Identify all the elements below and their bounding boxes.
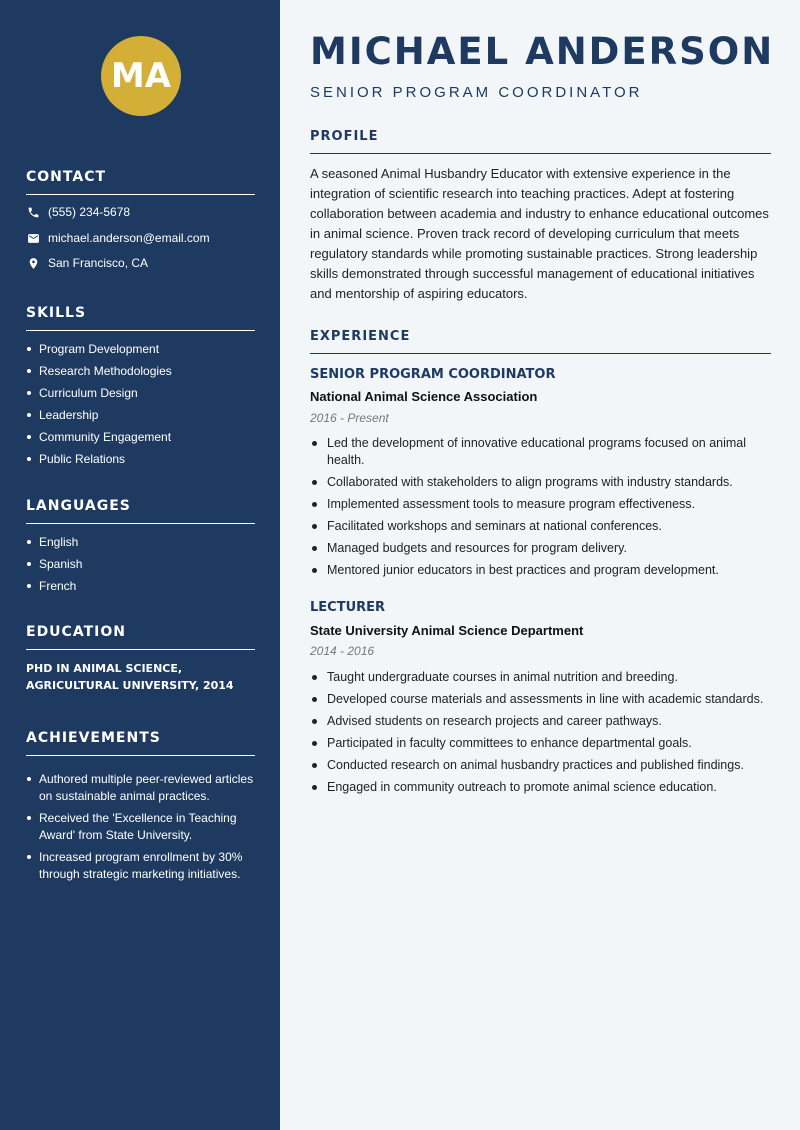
job-dates-1: 2016 - Present [310, 411, 389, 425]
skill-item: Leadership [26, 407, 261, 429]
skill-item: Public Relations [26, 451, 261, 473]
experience-heading: EXPERIENCE [310, 329, 771, 354]
list-item: Participated in faculty committees to enhance departmental goals. [310, 735, 775, 752]
location-pin-icon [26, 256, 40, 270]
list-item: Taught undergraduate courses in animal nutrition and breeding. [310, 669, 775, 686]
list-item: Facilitated workshops and seminars at national conferences. [310, 518, 775, 535]
achievement-item: Increased program enrollment by 30% through strategic marketing initiatives. [26, 849, 261, 883]
education-degree: PHD IN ANIMAL SCIENCE, [26, 662, 183, 675]
languages-list [26, 534, 261, 600]
list-item: Implemented assessment tools to measure program effectiveness. [310, 496, 775, 513]
contact-location [26, 256, 148, 270]
email-icon [26, 231, 40, 245]
list-item: Engaged in community outreach to promote animal science education. [310, 779, 775, 796]
contact-phone[interactable] [26, 205, 130, 219]
profile-text: A seasoned Animal Husbandry Educator with extensive experience in the integration of scientific research into teaching practices. Adept at fostering collaboration between academia and industry to enhance educational outcomes in animal science. Proven track record of developing curriculum that meets regulatory standards while promoting sustainable practices. Strong leadership skills demonstrated through successful management of educational initiatives and mentorship of aspiring educators. [310, 166, 769, 301]
skill-item: Program Development [26, 341, 261, 363]
achievements-heading: ACHIEVEMENTS [26, 730, 255, 756]
skills-heading: SKILLS [26, 305, 255, 331]
avatar: MA [101, 36, 181, 116]
job-title-2: LECTURER [310, 600, 386, 615]
job-org-2: State University Animal Science Department [310, 623, 584, 638]
skill-item: Research Methodologies [26, 363, 261, 385]
list-item: Mentored junior educators in best practices and program development. [310, 562, 775, 579]
list-item: Advised students on research projects and career pathways. [310, 713, 775, 730]
language-item: French [26, 578, 261, 600]
skills-list [26, 341, 261, 473]
achievement-item: Authored multiple peer-reviewed articles on sustainable animal practices. [26, 771, 261, 805]
phone-icon [26, 205, 40, 219]
languages-heading: LANGUAGES [26, 498, 255, 524]
skill-item: Community Engagement [26, 429, 261, 451]
education-entry [26, 660, 261, 694]
contact-heading: CONTACT [26, 169, 255, 195]
profile-heading: PROFILE [310, 129, 771, 154]
email-text: michael.anderson@email.com [48, 231, 210, 245]
job-org-1: National Animal Science Association [310, 389, 538, 404]
job-bullets-2 [310, 669, 775, 801]
achievement-item: Received the 'Excellence in Teaching Award' from State University. [26, 810, 261, 844]
list-item: Conducted research on animal husbandry practices and published findings. [310, 757, 775, 774]
main-content [280, 0, 800, 1130]
contact-email[interactable] [26, 231, 210, 245]
education-detail: AGRICULTURAL UNIVERSITY, 2014 [26, 679, 234, 692]
sidebar [0, 0, 280, 1130]
education-heading: EDUCATION [26, 624, 255, 650]
phone-text: (555) 234-5678 [48, 205, 131, 219]
full-name: MICHAEL ANDERSON [310, 30, 775, 73]
job-title-1: SENIOR PROGRAM COORDINATOR [310, 367, 556, 382]
location-text: San Francisco, CA [48, 256, 149, 270]
job-title: SENIOR PROGRAM COORDINATOR [310, 84, 643, 101]
list-item: Managed budgets and resources for program delivery. [310, 540, 775, 557]
job-bullets-1 [310, 435, 775, 584]
list-item: Led the development of innovative educational programs focused on animal health. [310, 435, 775, 469]
skill-item: Curriculum Design [26, 385, 261, 407]
language-item: Spanish [26, 556, 261, 578]
achievements-list [26, 771, 261, 888]
list-item: Developed course materials and assessments in line with academic standards. [310, 691, 775, 708]
job-dates-2: 2014 - 2016 [310, 644, 375, 658]
list-item: Collaborated with stakeholders to align programs with industry standards. [310, 474, 775, 491]
language-item: English [26, 534, 261, 556]
